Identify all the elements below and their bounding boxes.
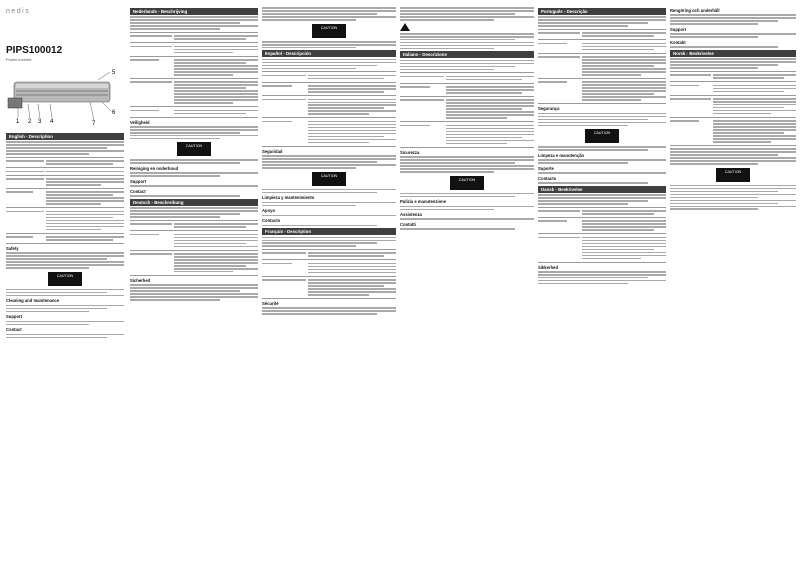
section-support-en: Support: [6, 314, 23, 320]
section-safety-es: Seguridad: [262, 148, 283, 154]
section-support-es: Apoyo: [262, 208, 276, 214]
section-support-sv: Support: [670, 26, 687, 32]
spec-table-fr: [262, 249, 396, 299]
callout-2: 2: [28, 119, 32, 125]
section-contact-es: Contacto: [262, 218, 281, 224]
section-cleaning-it: Pulizia e manutenzione: [400, 199, 447, 205]
section-header-fr: Français - Description: [262, 228, 396, 235]
section-cleaning-pt: Limpeza e manutenção: [538, 152, 585, 158]
spec-table-de: [130, 220, 258, 276]
section-contact-sv: Kontakt: [670, 39, 686, 45]
column-4: [400, 6, 534, 561]
section-safety-fr: Sécurité: [262, 301, 279, 307]
caution-label-pt: CAUTION: [585, 129, 619, 143]
section-contact-en: Contact: [6, 327, 22, 333]
section-cleaning-nl: Reiniging en onderhoud: [130, 166, 179, 172]
spec-table-da: [538, 207, 666, 263]
section-support-nl: Support: [130, 179, 147, 185]
column-3: [262, 6, 396, 561]
caution-label-nb: CAUTION: [716, 168, 750, 182]
caution-label-es: CAUTION: [312, 172, 346, 186]
section-header-de: Deutsch - Beschreibung: [130, 199, 258, 206]
section-support-it: Assistenza: [400, 212, 422, 218]
section-header-da: Dansk - Beskrivelse: [538, 186, 666, 193]
section-cleaning-es: Limpieza y mantenimiento: [262, 195, 315, 201]
callout-3: 3: [38, 119, 42, 125]
callout-7: 7: [92, 121, 96, 126]
section-header-nl: Nederlands - Beschrijving: [130, 8, 258, 15]
caution-label-nl: CAUTION: [177, 142, 211, 156]
section-safety-da: Sikkerhed: [538, 264, 559, 270]
section-header-nb: Norsk - Beskrivelse: [670, 50, 796, 57]
callout-5: 5: [112, 70, 116, 76]
callout-6: 6: [112, 110, 116, 116]
spec-table-it: [400, 72, 534, 147]
section-contact-pt: Contacto: [538, 175, 557, 181]
column-2: [130, 6, 258, 561]
inverter-illustration: [6, 68, 120, 126]
caution-label-it: CAUTION: [450, 176, 484, 190]
model-number: PIPS100012: [6, 45, 63, 56]
spec-table-en: [6, 157, 124, 244]
column-5: [538, 6, 666, 561]
section-header-en: English - Description: [6, 133, 124, 140]
callout-4: 4: [50, 119, 54, 125]
callout-1: 1: [16, 119, 20, 125]
product-subtitle: Power inverter: [6, 57, 32, 62]
caution-label-de: CAUTION: [312, 24, 346, 38]
section-header-pt: Português - Descrição: [538, 8, 666, 15]
section-contact-nl: Contact: [130, 189, 146, 194]
section-cleaning-sv: Rengöring och underhåll: [670, 8, 720, 13]
section-safety-de: Sicherheit: [130, 277, 151, 283]
caution-label-en: CAUTION: [48, 272, 82, 286]
section-cleaning-en: Cleaning and maintenance: [6, 298, 60, 304]
spec-table-nb: [670, 71, 796, 146]
section-support-pt: Suporte: [538, 165, 554, 171]
section-contact-it: Contatti: [400, 222, 416, 228]
column-1: [6, 6, 124, 561]
section-header-es: Español - Descripción: [262, 50, 396, 57]
section-header-it: Italiano - Descrizione: [400, 51, 534, 58]
spec-table-nl: [130, 32, 258, 118]
brand-logo: nedis: [6, 8, 31, 15]
spec-table-pt: [538, 29, 666, 104]
warning-triangle-icon: [400, 23, 410, 31]
section-safety-nl: Veiligheid: [130, 119, 150, 125]
section-safety-pt: Segurança: [538, 106, 560, 112]
spec-table-es: [262, 71, 396, 146]
column-6: [670, 6, 796, 561]
section-safety-en: Safety: [6, 245, 19, 251]
section-safety-it: Sicurezza: [400, 149, 420, 155]
